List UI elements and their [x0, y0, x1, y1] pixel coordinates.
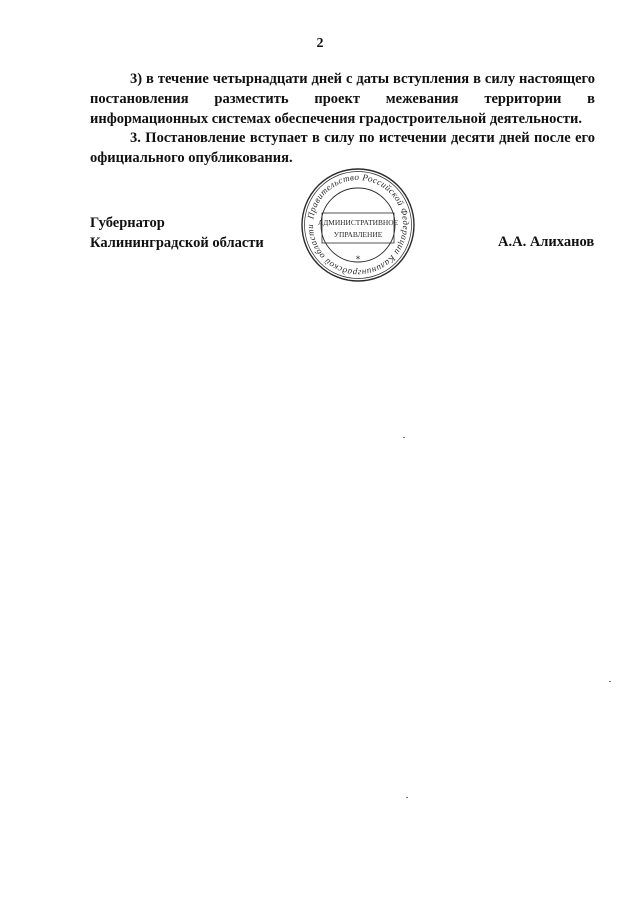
scan-speck [609, 681, 611, 682]
paragraph-subitem-3: 3) в течение четырнадцати дней с даты вступления в силу настоящего постановления разместить проект межевания территории в информационных системах обеспечения градостроительной деятельности. [90, 71, 595, 127]
seal-star: * [355, 255, 361, 265]
paragraph-item-3: 3. Постановление вступает в силу по истечении десяти дней после его официального опубликования. [90, 130, 595, 166]
signer-name: А.А. Алиханов [498, 234, 595, 250]
signatory-position [90, 213, 264, 253]
signatory-title: Губернатор [90, 215, 165, 231]
seal-outer-text: Правительство Российской Федерации Калининградской области [304, 171, 412, 279]
scan-speck [403, 437, 405, 438]
official-seal-stamp [300, 167, 416, 283]
signatory-region: Калининградской области [90, 235, 264, 251]
page-number: 2 [316, 36, 324, 51]
scan-speck [406, 797, 408, 798]
seal-center-line1: АДМИНИСТРАТИВНОЕ [317, 218, 399, 227]
seal-center-line2: УПРАВЛЕНИЕ [333, 230, 383, 239]
